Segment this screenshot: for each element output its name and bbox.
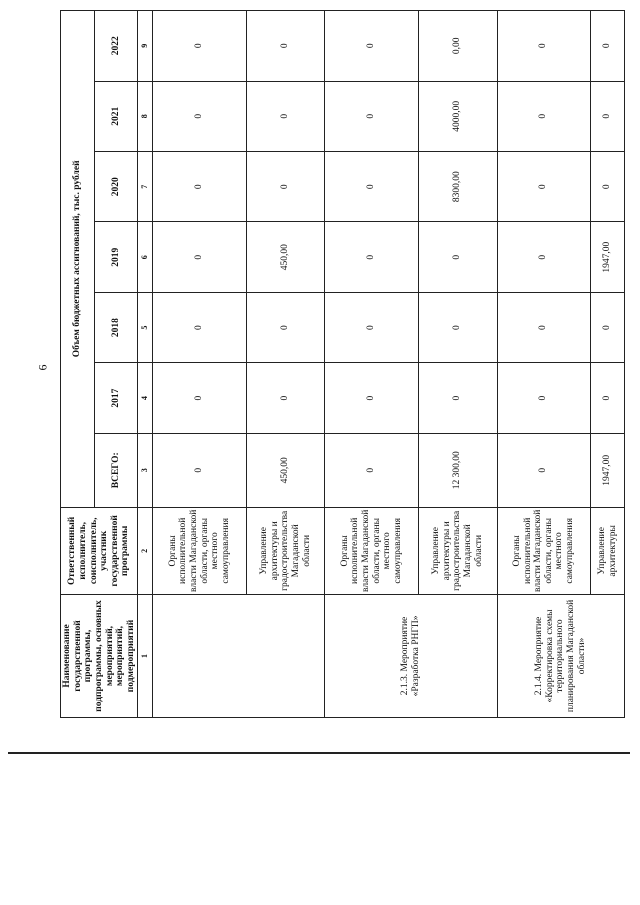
value-cell: 0 [497, 363, 590, 433]
responsible-cell: Управление архитектуры и градостроительства Магаданской области [418, 507, 497, 594]
table-row [153, 11, 246, 718]
value-cell: 0 [246, 292, 325, 362]
page-divider-line [8, 752, 630, 754]
responsible-cell: Управление архитектуры и градостроительства Магаданской области [246, 507, 325, 594]
value-cell: 0 [246, 81, 325, 151]
program-name-cell [153, 594, 325, 717]
value-cell: 0 [325, 81, 418, 151]
col-number: 7 [138, 152, 153, 222]
value-cell: 0,00 [418, 11, 497, 82]
header-year-2020: 2020 [94, 152, 138, 222]
value-cell: 0 [591, 152, 625, 222]
value-cell: 0 [591, 11, 625, 82]
responsible-cell: Органы исполнительной власти Магаданской области, органы местного самоуправления [153, 507, 246, 594]
value-cell: 0 [497, 222, 590, 292]
value-cell: 0 [153, 433, 246, 507]
program-name-cell: 2.1.3. Мероприятие «Разработка РНГП» [325, 594, 497, 717]
budget-table [60, 10, 625, 718]
header-year-2018: 2018 [94, 292, 138, 362]
value-cell: 0 [153, 152, 246, 222]
header-year-2019: 2019 [94, 222, 138, 292]
value-cell: 0 [497, 11, 590, 82]
value-cell: 0 [418, 363, 497, 433]
value-cell: 8300,00 [418, 152, 497, 222]
value-cell: 0 [153, 363, 246, 433]
value-cell: 0 [591, 81, 625, 151]
header-responsible: Ответственный исполнитель, соисполнитель, участник государственной программы [61, 507, 138, 594]
rotated-table-container [60, 10, 625, 718]
value-cell: 1947,00 [591, 433, 625, 507]
value-cell: 0 [591, 363, 625, 433]
col-number: 2 [138, 507, 153, 594]
responsible-cell: Органы исполнительной власти Магаданской области, органы местного самоуправления [497, 507, 590, 594]
col-number: 6 [138, 222, 153, 292]
header-budget-title: Объем бюджетных ассигнований, тыс. рублей [61, 11, 95, 508]
value-cell: 0 [153, 292, 246, 362]
value-cell: 0 [246, 363, 325, 433]
value-cell: 0 [418, 222, 497, 292]
value-cell: 0 [497, 292, 590, 362]
column-number-row [138, 11, 153, 718]
value-cell: 1947,00 [591, 222, 625, 292]
value-cell: 0 [246, 152, 325, 222]
value-cell: 450,00 [246, 433, 325, 507]
value-cell: 0 [325, 11, 418, 82]
table-row [325, 11, 418, 718]
col-number: 1 [138, 594, 153, 717]
col-number: 4 [138, 363, 153, 433]
value-cell: 0 [497, 81, 590, 151]
value-cell: 0 [153, 11, 246, 82]
value-cell: 0 [246, 11, 325, 82]
page-number: 6 [35, 364, 50, 371]
program-name-cell: 2.1.4. Мероприятие «Корректировка схемы территориального планирования Магаданской области» [497, 594, 624, 717]
value-cell: 0 [325, 222, 418, 292]
value-cell: 4000,00 [418, 81, 497, 151]
value-cell: 0 [325, 152, 418, 222]
value-cell: 0 [497, 433, 590, 507]
value-cell: 12 300,00 [418, 433, 497, 507]
value-cell: 0 [497, 152, 590, 222]
value-cell: 0 [153, 222, 246, 292]
header-year-2022: 2022 [94, 11, 138, 82]
header-program-name: Наименование государственной программы, подпрограммы, основных мероприятий, мероприятий, подмероприятий [61, 594, 138, 717]
value-cell: 450,00 [246, 222, 325, 292]
header-total: ВСЕГО: [94, 433, 138, 507]
value-cell: 0 [591, 292, 625, 362]
responsible-cell: Органы исполнительной власти Магаданской области, органы местного самоуправления [325, 507, 418, 594]
value-cell: 0 [418, 292, 497, 362]
value-cell: 0 [325, 292, 418, 362]
responsible-cell: Управление архитектуры [591, 507, 625, 594]
value-cell: 0 [153, 81, 246, 151]
value-cell: 0 [325, 433, 418, 507]
value-cell: 0 [325, 363, 418, 433]
header-year-2017: 2017 [94, 363, 138, 433]
col-number: 8 [138, 81, 153, 151]
rotated-table-inner [60, 10, 625, 718]
col-number: 9 [138, 11, 153, 82]
col-number: 3 [138, 433, 153, 507]
header-year-2021: 2021 [94, 81, 138, 151]
col-number: 5 [138, 292, 153, 362]
table-row [497, 11, 590, 718]
